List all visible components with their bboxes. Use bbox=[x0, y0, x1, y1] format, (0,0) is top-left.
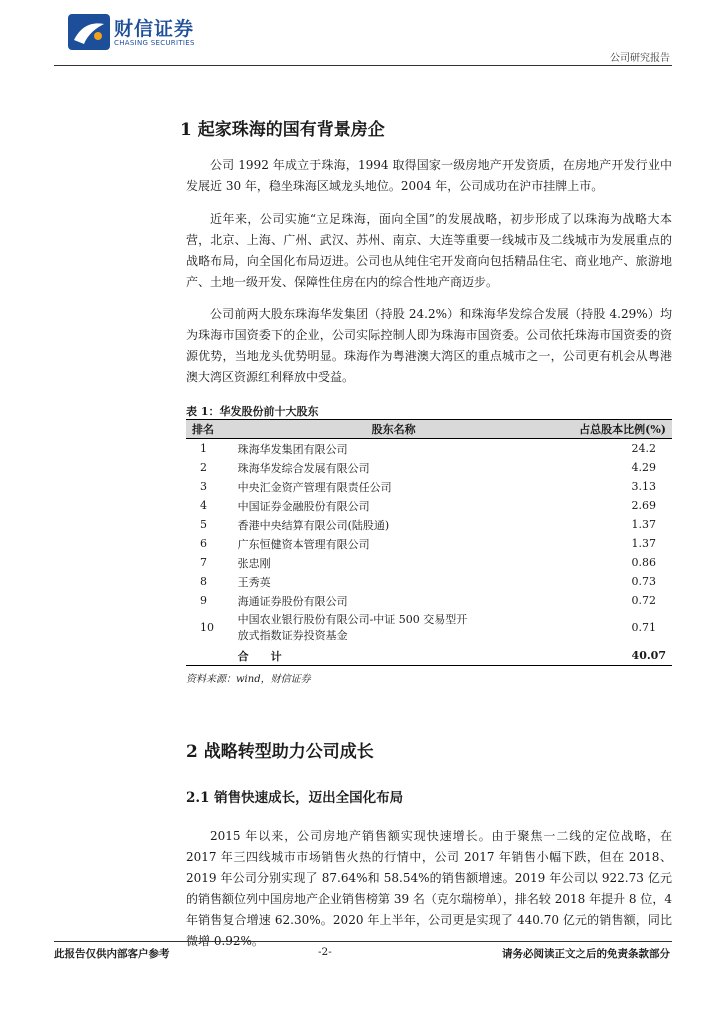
col-header-rank: 排名 bbox=[186, 420, 232, 439]
row-name: 香港中央结算有限公司(陆股通) bbox=[237, 518, 390, 532]
row-name: 中国证券金融股份有限公司 bbox=[237, 499, 370, 513]
table-1-title: 表 1：华发股份前十大股东 bbox=[186, 405, 319, 418]
row-ratio: 24.2 bbox=[631, 442, 657, 455]
header-divider bbox=[54, 65, 672, 66]
table-row bbox=[186, 496, 672, 515]
table-row bbox=[186, 553, 672, 572]
row-name: 张忠刚 bbox=[237, 556, 271, 570]
page-number: -2- bbox=[318, 946, 332, 958]
row-rank: 4 bbox=[200, 499, 207, 512]
section-2-title: 2 战略转型助力公司成长 bbox=[186, 742, 374, 762]
row-ratio: 2.69 bbox=[631, 499, 657, 512]
row-name: 珠海华发综合发展有限公司 bbox=[237, 461, 370, 475]
total-label: 合 计 bbox=[232, 646, 516, 666]
section-2-1-paragraph: 2015 年以来，公司房地产销售额实现快速增长。由于聚焦一二线的定位战略，在 2017 年三四线城市市场销售火热的行情中，公司 2017 年销售小幅下跌，但在 2018、2019 年公司分别实现了 87.64%和 58.54%的销售额增速。2019 年公司以 922.73 亿元的销售额位列中国房地产企业销售榜第 39 名（克尔瑞榜单），排名较 2018 年提升 8 位，4 年销售复合增速 62.30%。2020 年上半年，公司更是实现了 440.70 亿元的销售额，同比微增 0.92%。 bbox=[186, 829, 672, 948]
table-row bbox=[186, 477, 672, 496]
section-1-title: 1 起家珠海的国有背景房企 bbox=[180, 120, 385, 140]
brand-name-en: CHASING SECURITIES bbox=[114, 39, 195, 47]
row-ratio: 4.29 bbox=[631, 461, 657, 474]
row-name: 中国农业银行股份有限公司-中证 500 交易型开放式指数证券投资基金 bbox=[237, 613, 468, 642]
row-ratio: 3.13 bbox=[631, 480, 657, 493]
table-header-row bbox=[186, 420, 672, 439]
row-ratio: 0.86 bbox=[631, 556, 657, 569]
row-ratio: 1.37 bbox=[631, 518, 657, 531]
brand-name-cn: 财信证券 bbox=[114, 18, 195, 40]
table-1-source: 资料来源：wind，财信证券 bbox=[186, 674, 311, 685]
section-2-1-title: 2.1 销售快速成长，迈出全国化布局 bbox=[186, 790, 404, 806]
section-1-paragraph-1: 公司 1992 年成立于珠海，1994 取得国家一级房地产开发资质，在房地产开发行业中发展近 30 年，稳坐珠海区域龙头地位。2004 年，公司成功在沪市挂牌上市。 bbox=[186, 158, 672, 193]
logo-icon bbox=[68, 14, 110, 50]
footer-divider bbox=[54, 941, 672, 942]
row-rank: 7 bbox=[200, 556, 207, 569]
table-row bbox=[186, 534, 672, 553]
row-rank: 3 bbox=[200, 480, 207, 493]
row-rank: 10 bbox=[200, 621, 214, 634]
row-name: 中央汇金资产管理有限责任公司 bbox=[237, 480, 392, 494]
row-rank: 2 bbox=[200, 461, 207, 474]
table-row bbox=[186, 610, 672, 646]
row-name: 王秀英 bbox=[237, 575, 271, 589]
table-row bbox=[186, 591, 672, 610]
col-header-name: 股东名称 bbox=[232, 420, 516, 439]
row-ratio: 0.73 bbox=[631, 575, 657, 588]
row-rank: 9 bbox=[200, 594, 207, 607]
col-header-ratio: 占总股本比例(%) bbox=[516, 420, 672, 439]
table-total-row bbox=[186, 646, 672, 666]
row-ratio: 0.71 bbox=[631, 621, 657, 634]
row-ratio: 0.72 bbox=[631, 594, 657, 607]
total-value: 40.07 bbox=[516, 646, 672, 666]
row-name: 广东恒健资本管理有限公司 bbox=[237, 537, 370, 551]
footer-disclaimer-left: 此报告仅供内部客户参考 bbox=[54, 948, 170, 960]
shareholders-table bbox=[186, 419, 672, 666]
row-rank: 6 bbox=[200, 537, 207, 550]
row-rank: 5 bbox=[200, 518, 207, 531]
footer-disclaimer-right: 请务必阅读正文之后的免责条款部分 bbox=[502, 948, 670, 960]
section-1-paragraph-3: 公司前两大股东珠海华发集团（持股 24.2%）和珠海华发综合发展（持股 4.29%）均为珠海市国资委下的企业，公司实际控制人即为珠海市国资委。公司依托珠海市国资委的资源优势，当地龙头优势明显。珠海作为粤港澳大湾区的重点城市之一，公司更有机会从粤港澳大湾区资源红利释放中受益。 bbox=[186, 307, 672, 384]
row-ratio: 1.37 bbox=[631, 537, 657, 550]
row-rank: 1 bbox=[200, 442, 207, 455]
table-row bbox=[186, 439, 672, 459]
table-row bbox=[186, 458, 672, 477]
company-logo bbox=[68, 14, 110, 50]
section-1-paragraph-2: 近年来，公司实施“立足珠海，面向全国”的发展战略，初步形成了以珠海为战略大本营，北京、上海、广州、武汉、苏州、南京、大连等重要一线城市及二线城市为发展重点的战略布局，向全国化布局迈进。公司也从纯住宅开发商向包括精品住宅、商业地产、旅游地产、土地一级开发、保障性住房在内的综合性地产商迈步。 bbox=[186, 212, 672, 289]
row-rank: 8 bbox=[200, 575, 207, 588]
table-row bbox=[186, 572, 672, 591]
row-name: 海通证券股份有限公司 bbox=[237, 594, 348, 608]
report-type-label: 公司研究报告 bbox=[610, 53, 670, 64]
table-row bbox=[186, 515, 672, 534]
row-name: 珠海华发集团有限公司 bbox=[237, 442, 348, 456]
